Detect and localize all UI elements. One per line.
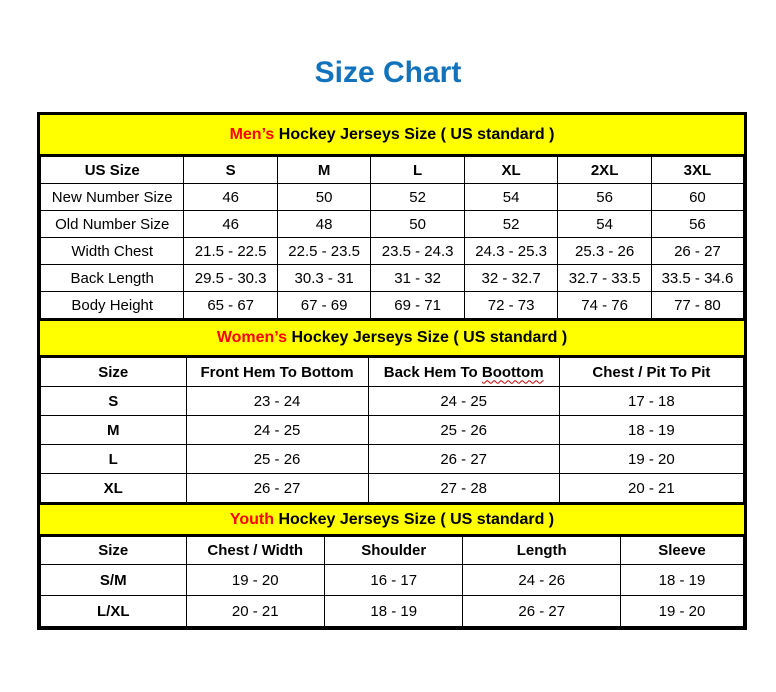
- column-header: 2XL: [558, 157, 651, 184]
- table-cell: 50: [371, 211, 464, 238]
- table-cell: 32.7 - 33.5: [558, 265, 651, 292]
- table-row: [41, 292, 744, 319]
- table-row: [41, 265, 744, 292]
- row-label: Back Length: [41, 265, 184, 292]
- row-label: Body Height: [41, 292, 184, 319]
- table-cell: 23 - 24: [186, 387, 368, 416]
- table-row: [41, 238, 744, 265]
- mens-size-table: [40, 156, 744, 319]
- row-label: Width Chest: [41, 238, 184, 265]
- table-cell: 22.5 - 23.5: [277, 238, 370, 265]
- column-header: M: [277, 157, 370, 184]
- table-cell: 24 - 25: [368, 387, 559, 416]
- table-cell: 20 - 21: [559, 474, 743, 503]
- table-cell: 20 - 21: [186, 596, 324, 627]
- row-label: Old Number Size: [41, 211, 184, 238]
- row-label: S: [41, 387, 187, 416]
- table-cell: 50: [277, 184, 370, 211]
- table-cell: 30.3 - 31: [277, 265, 370, 292]
- table-cell: 65 - 67: [184, 292, 277, 319]
- womens-section-accent: Women’s: [216, 329, 288, 346]
- header-row: [41, 537, 744, 565]
- misspelled-word: Boottom: [481, 363, 544, 381]
- page-title: Size Chart: [314, 56, 462, 89]
- table-row: [41, 211, 744, 238]
- table-cell: 19 - 20: [620, 596, 743, 627]
- youth-size-table: [40, 536, 744, 627]
- youth-section-accent: Youth: [229, 511, 274, 528]
- womens-section-title: Hockey Jerseys Size ( US standard ): [287, 329, 568, 346]
- column-header: XL: [464, 157, 557, 184]
- column-header: [368, 358, 559, 387]
- table-cell: 21.5 - 22.5: [184, 238, 277, 265]
- table-cell: 31 - 32: [371, 265, 464, 292]
- column-header: Chest / Pit To Pit: [559, 358, 743, 387]
- table-row: [41, 474, 744, 503]
- row-label: M: [41, 416, 187, 445]
- column-header: Size: [41, 537, 187, 565]
- table-cell: 52: [371, 184, 464, 211]
- table-cell: 52: [464, 211, 557, 238]
- table-cell: 67 - 69: [277, 292, 370, 319]
- column-header: Length: [463, 537, 620, 565]
- table-row: [41, 184, 744, 211]
- mens-section-header: [40, 115, 744, 156]
- table-cell: 16 - 17: [325, 565, 463, 596]
- column-header: US Size: [41, 157, 184, 184]
- column-header: Sleeve: [620, 537, 743, 565]
- mens-section-title: Hockey Jerseys Size ( US standard ): [274, 126, 555, 143]
- table-cell: 23.5 - 24.3: [371, 238, 464, 265]
- column-header: Size: [41, 358, 187, 387]
- table-cell: 26 - 27: [463, 596, 620, 627]
- womens-size-table: [40, 357, 744, 503]
- table-cell: 25.3 - 26: [558, 238, 651, 265]
- row-label: New Number Size: [41, 184, 184, 211]
- table-cell: 54: [558, 211, 651, 238]
- column-header: L: [371, 157, 464, 184]
- table-cell: 27 - 28: [368, 474, 559, 503]
- table-cell: 54: [464, 184, 557, 211]
- column-header-text: Back Hem To: [383, 363, 482, 381]
- table-cell: 25 - 26: [368, 416, 559, 445]
- table-cell: 24 - 25: [186, 416, 368, 445]
- table-cell: 17 - 18: [559, 387, 743, 416]
- column-header: Chest / Width: [186, 537, 324, 565]
- table-row: [41, 565, 744, 596]
- column-header: Front Hem To Bottom: [186, 358, 368, 387]
- table-cell: 26 - 27: [651, 238, 743, 265]
- header-row: [41, 157, 744, 184]
- table-cell: 46: [184, 211, 277, 238]
- header-row: [41, 358, 744, 387]
- table-cell: 74 - 76: [558, 292, 651, 319]
- table-cell: 25 - 26: [186, 445, 368, 474]
- table-cell: 24.3 - 25.3: [464, 238, 557, 265]
- size-chart: [37, 112, 747, 630]
- table-cell: 56: [558, 184, 651, 211]
- table-cell: 19 - 20: [559, 445, 743, 474]
- table-row: [41, 445, 744, 474]
- column-header: Shoulder: [325, 537, 463, 565]
- table-row: [41, 387, 744, 416]
- table-cell: 18 - 19: [325, 596, 463, 627]
- table-cell: 33.5 - 34.6: [651, 265, 743, 292]
- table-cell: 56: [651, 211, 743, 238]
- table-cell: 46: [184, 184, 277, 211]
- table-cell: 32 - 32.7: [464, 265, 557, 292]
- youth-section-header: [40, 503, 744, 536]
- table-cell: 60: [651, 184, 743, 211]
- mens-section-accent: Men’s: [229, 126, 275, 143]
- table-cell: 18 - 19: [620, 565, 743, 596]
- column-header: S: [184, 157, 277, 184]
- table-cell: 26 - 27: [186, 474, 368, 503]
- column-header: 3XL: [651, 157, 743, 184]
- table-row: [41, 596, 744, 627]
- table-cell: 69 - 71: [371, 292, 464, 319]
- table-cell: 19 - 20: [186, 565, 324, 596]
- table-cell: 24 - 26: [463, 565, 620, 596]
- youth-section-title: Hockey Jerseys Size ( US standard ): [274, 511, 555, 528]
- table-cell: 18 - 19: [559, 416, 743, 445]
- table-cell: 29.5 - 30.3: [184, 265, 277, 292]
- row-label: XL: [41, 474, 187, 503]
- row-label: L: [41, 445, 187, 474]
- table-cell: 48: [277, 211, 370, 238]
- table-cell: 77 - 80: [651, 292, 743, 319]
- table-cell: 72 - 73: [464, 292, 557, 319]
- table-row: [41, 416, 744, 445]
- row-label: L/XL: [41, 596, 187, 627]
- row-label: S/M: [41, 565, 187, 596]
- womens-section-header: [40, 319, 744, 357]
- table-cell: 26 - 27: [368, 445, 559, 474]
